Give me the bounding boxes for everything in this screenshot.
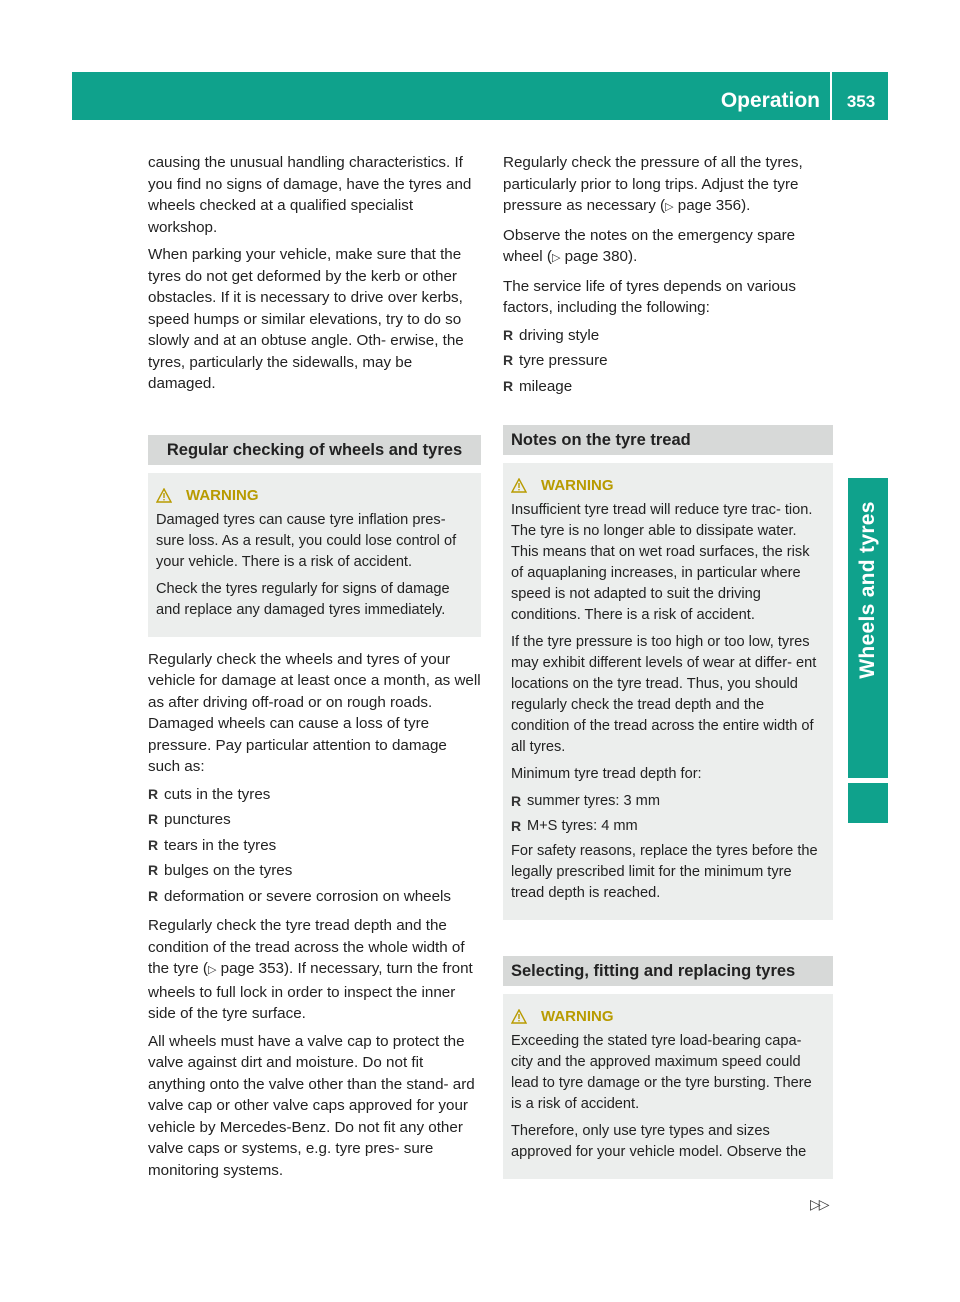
- tread-depth-bullet-list: [511, 791, 825, 837]
- chapter-side-tab: [848, 478, 888, 778]
- warning-text: Insufficient tyre tread will reduce tyre trac- tion. The tyre is no longer able to dissipate water. This means that on wet road surfaces, the risk of aquaplaning increases, in particular where speed is not adapted to suit the driving conditions. There is a risk of accident.: [511, 502, 813, 623]
- warning-triangle-icon: [511, 1009, 527, 1024]
- left-tread-paragraph: [148, 915, 481, 1025]
- list-item: R summer tyres: 3 mm: [511, 791, 825, 812]
- warning-label: WARNING: [541, 477, 614, 494]
- warning-box-tyre-tread: [503, 463, 833, 920]
- header-section-title: Operation: [720, 89, 820, 112]
- chapter-marker-square: [848, 783, 888, 823]
- text-span: ). If necessary, turn the front wheels to full lock in order to inspect the inner side of the tyre surface.: [148, 960, 473, 1022]
- section-heading-selecting-tyres: Selecting, fitting and replacing tyres: [503, 956, 833, 986]
- warning-text: For safety reasons, replace the tyres before the legally prescribed limit for the minimum tyre tread depth is reached.: [511, 843, 818, 901]
- right-spare-paragraph: [503, 225, 833, 270]
- text-span: Regularly check the pressure of all the tyres, particularly prior to long trips. Adjust the tyre pressure as necessary (: [503, 154, 803, 214]
- warning-box-load-bearing: [503, 994, 833, 1179]
- list-item: R cuts in the tyres: [148, 784, 481, 806]
- right-column: [503, 152, 833, 1179]
- warning-label: WARNING: [541, 1008, 614, 1025]
- left-column: [148, 152, 481, 1187]
- text-span: Regularly check the tyre tread depth and the condition of the tread across the whole width of the tyre (: [148, 917, 465, 977]
- page-ref-arrow-icon: ▷: [665, 201, 674, 213]
- text-span: ).: [741, 197, 751, 214]
- warning-box-damaged-tyres: [148, 473, 481, 637]
- warning-title: [511, 475, 825, 496]
- left-intro-paragraph: causing the unusual handling characteristics. If you find no signs of damage, have the tyres and wheels checked at a qualified specialist workshop.: [148, 154, 472, 236]
- continue-arrow-icon: ▷▷: [810, 1196, 828, 1212]
- left-valve-paragraph: All wheels must have a valve cap to protect the valve against dirt and moisture. Do not fit anything onto the valve other than the stand- ard valve cap or other valve caps approved for your vehicle by Mercedes-Benz. Do not fit any other valve caps or systems, e.g. tyre pres- sure monitoring systems.: [148, 1032, 475, 1179]
- left-parking-paragraph: When parking your vehicle, make sure that the tyres do not get deformed by the kerb or other obstacles. If it is necessary to drive over kerbs, speed humps or similar elevations, try to do so slowly and at an obtuse angle. Oth- erwise, the tyres, particularly the sidewalls, may be damaged.: [148, 246, 464, 392]
- header-divider: [830, 72, 832, 120]
- warning-triangle-icon: [511, 478, 527, 493]
- list-item: R driving style: [503, 325, 833, 347]
- list-item: R deformation or severe corrosion on wheels: [148, 886, 481, 908]
- list-item: R M+S tyres: 4 mm: [511, 816, 825, 837]
- right-pressure-paragraph: [503, 152, 833, 219]
- section-heading-tyre-tread: Notes on the tyre tread: [503, 425, 833, 455]
- warning-triangle-icon: [156, 488, 172, 503]
- warning-text: Exceeding the stated tyre load-bearing capa- city and the approved maximum speed could lead to tyre damage or the tyre bursting. There is a risk of accident.: [511, 1033, 812, 1112]
- right-service-life-paragraph: The service life of tyres depends on various factors, including the following:: [503, 277, 796, 316]
- page-ref-link[interactable]: page 356: [673, 197, 742, 214]
- list-item: R bulges on the tyres: [148, 860, 481, 882]
- warning-text: Therefore, only use tyre types and sizes approved for your vehicle model. Observe the: [511, 1123, 807, 1160]
- left-check-paragraph: Regularly check the wheels and tyres of your vehicle for damage at least once a month, as well as after driving off-road or on rough roads. Damaged wheels can cause a loss of tyre pressure. Pay particular attention to damage such as:: [148, 650, 481, 775]
- warning-text: Minimum tyre tread depth for:: [511, 766, 702, 782]
- page-ref-arrow-icon: ▷: [551, 252, 561, 264]
- list-item: R mileage: [503, 376, 833, 398]
- text-span: ).: [628, 248, 638, 265]
- warning-text: If the tyre pressure is too high or too low, tyres may exhibit different levels of wear at differ- ent locations on the tyre tread. Thus, you should regularly check the tread depth and the condition of the tread across the entire width of all tyres.: [511, 634, 817, 755]
- warning-title: [511, 1006, 825, 1027]
- list-item: R tears in the tyres: [148, 835, 481, 857]
- page-ref-link[interactable]: page 353: [216, 960, 284, 977]
- warning-title: [156, 485, 473, 506]
- warning-label: WARNING: [186, 486, 259, 504]
- chapter-side-tab-label: Wheels and tyres: [856, 501, 879, 679]
- list-item: R tyre pressure: [503, 350, 833, 372]
- list-item: R punctures: [148, 809, 481, 831]
- page-header: [72, 72, 888, 120]
- page-ref-link[interactable]: page 380: [560, 248, 629, 265]
- warning-text: Check the tyres regularly for signs of damage and replace any damaged tyres immediately.: [156, 580, 450, 618]
- page-number: 353: [846, 92, 876, 111]
- factors-bullet-list: [503, 325, 833, 398]
- section-heading-regular-checking: Regular checking of wheels and tyres: [148, 435, 481, 465]
- page-ref-arrow-icon: ▷: [207, 964, 217, 976]
- text-span: Observe the notes on the emergency spare wheel (: [503, 226, 796, 265]
- warning-text: Damaged tyres can cause tyre inflation pres- sure loss. As a result, you could lose control of your vehicle. There is a risk of accident.: [156, 511, 457, 570]
- damage-bullet-list: [148, 784, 481, 908]
